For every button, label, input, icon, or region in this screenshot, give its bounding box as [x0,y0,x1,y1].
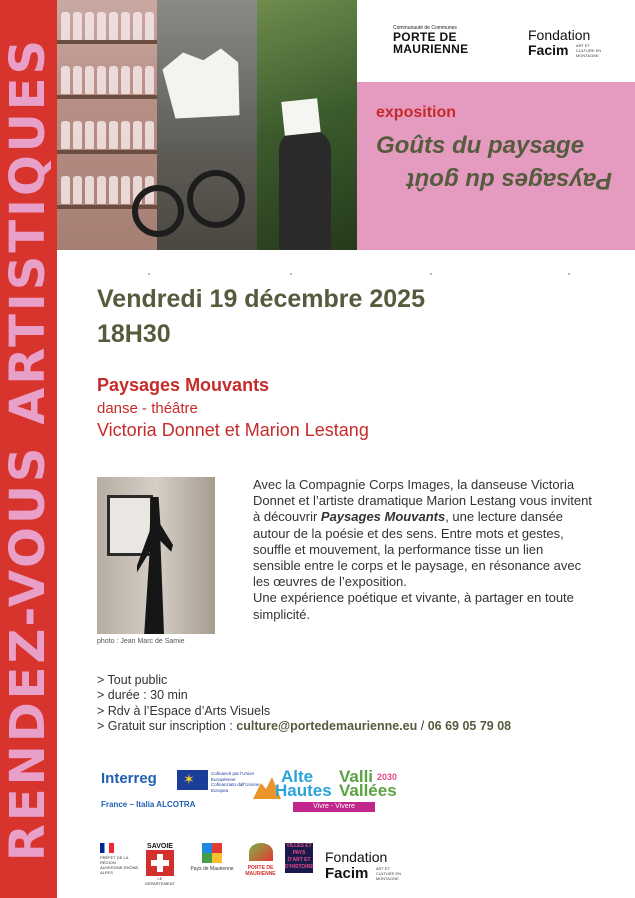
photo-credit: photo : Jean Marc de Samie [97,638,185,645]
eu-flag-icon: ✶ [177,770,208,790]
masked-figure [279,130,331,250]
event-time: 18H30 [97,320,171,348]
savoie-cross-icon [146,850,174,876]
show-artists: Victoria Donnet et Marion Lestang [97,420,369,440]
meeting-info: > Rdv à l’Espace d’Arts Visuels [97,703,271,718]
fondation-facim-small-logo: Fondation Facim ART ET CULTURE EN MONTAGNE [325,849,402,882]
paper-mask [281,98,320,136]
exhibition-box [357,82,635,250]
dancer-photo [97,477,215,634]
event-description: Avec la Compagnie Corps Images, la danseuse Victoria Donnet et l’artiste dramatique Marion Lestang vous invitent à découvrir Paysages Mouvants, une lecture dansée autour de la poésie et des sens. Entre mots et gestes, souffle et mouvement, la performance tisse un lien sensible entre le corps et le paysage, en résonance avec les œuvres de l’exposition. Une expérience poétique et vivante, à partager en toute simplicité. [253,477,592,622]
headphones-icon [187,170,245,228]
porte-de-maurienne-small-logo: PORTE DE MAURIENNE [243,843,278,877]
interreg-logo: Interreg ✶ Cofinancé par l’Union Européenne Cofinanziato dall’Unione Europea France – Italia ALCOTRA [101,770,260,809]
show-genre: danse - théâtre [97,400,198,417]
exhibition-photos [57,0,357,250]
show-title: Paysages Mouvants [97,375,270,395]
exhibition-title-flipped: Paysages du goût [406,167,612,194]
pays-maurienne-icon [202,843,222,863]
registration-info: > Gratuit sur inscription : culture@portedemaurienne.eu / 06 69 05 79 08 [97,718,512,733]
porte-de-maurienne-logo: Communauté de Communes PORTE DE MAURIENNE [393,25,469,56]
villes-art-histoire-logo: VILLES ET PAYS D’ART ET D’HISTOIRE [285,843,313,873]
audience-info: > Tout public [97,673,168,687]
divider-mark [568,273,570,275]
marianne-icon [100,843,114,853]
divider-mark [148,273,150,275]
syndicat-logo: Pays de Maurienne [190,843,234,872]
contact-phone[interactable]: 06 69 05 79 08 [427,718,512,733]
exhibition-label: exposition [376,104,457,121]
contact-email[interactable]: culture@portedemaurienne.eu [236,718,418,733]
event-date: Vendredi 19 décembre 2025 [97,285,425,313]
prefet-logo: PRÉFET DE LA RÉGION AUVERGNE-RHÔNE-ALPES [100,843,140,875]
fondation-facim-logo: Fondation Facim ART ET CULTURE EN MONTAGNE [528,27,602,59]
bird-icon [249,843,273,861]
headphones-icon [132,185,184,237]
exhibition-title: Goûts du paysage [376,132,585,159]
side-band [0,0,57,898]
alte-valli-logo: Alte Hautes Valli Vallées 2030 Vivre - Vivere [253,767,408,812]
divider-mark [430,273,432,275]
savoie-logo: SAVOIE LE DÉPARTEMENT [145,843,175,886]
divider-mark [290,273,292,275]
duration-info: > durée : 30 min [97,688,188,703]
side-title: RENDEZ-VOUS ARTISTIQUES [0,36,56,862]
practical-info [97,673,511,734]
description-emphasis: Paysages Mouvants [320,509,446,525]
